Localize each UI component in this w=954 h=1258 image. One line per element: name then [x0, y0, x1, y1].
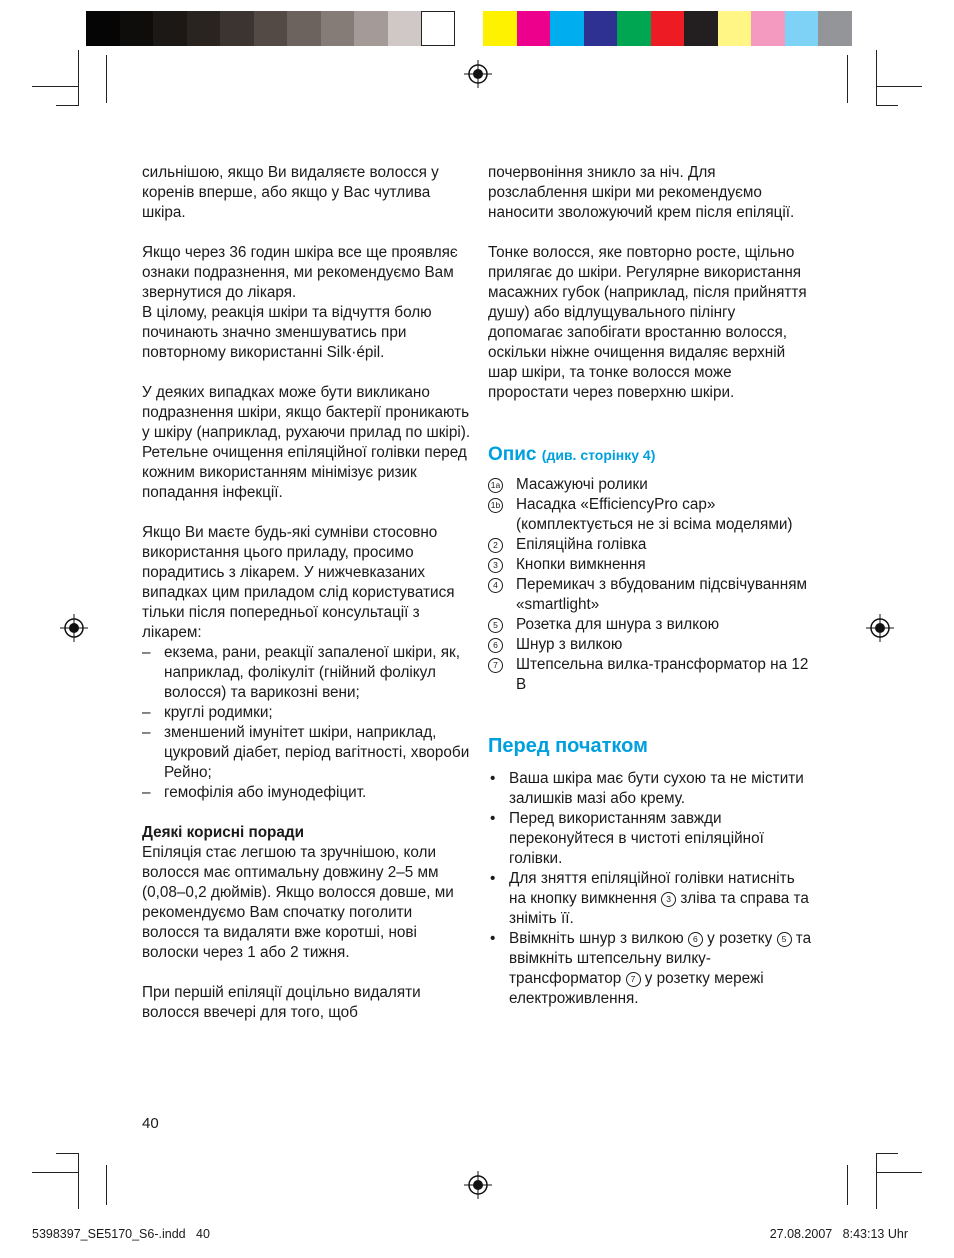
- parts-list: [488, 475, 813, 695]
- tips-heading: Деякі корисні поради: [142, 824, 305, 841]
- part-number: 6: [688, 932, 703, 947]
- crop-mark: [876, 1153, 877, 1209]
- color-swatch: [617, 11, 651, 46]
- part-number: 6: [488, 638, 503, 653]
- part-label: Штепсельна вилка-трансформатор на 12 В: [516, 656, 809, 693]
- crop-mark: [32, 86, 78, 87]
- paragraph: В цілому, реакція шкіри та відчуття болю починають значно зменшуватись при повторному використанні Silk·épil.: [142, 304, 432, 361]
- list-item: – зменшений імунітет шкіри, наприклад, цукровий діабет, період вагітності, хвороби Рейно;: [142, 723, 472, 783]
- crop-mark: [876, 1172, 922, 1173]
- color-swatch: [718, 11, 752, 46]
- page-number: 40: [142, 1115, 159, 1132]
- list-item: [488, 575, 813, 615]
- list-item: [488, 535, 813, 555]
- color-swatch: [818, 11, 852, 46]
- list-item: – круглі родимки;: [142, 703, 472, 723]
- list-item: [488, 655, 813, 695]
- crop-mark: [56, 1153, 78, 1154]
- text-span: та ввімкніть штепсельну вилку-трансформатор: [509, 930, 812, 987]
- list-item: [488, 555, 813, 575]
- part-number: 1b: [488, 498, 503, 513]
- crop-mark: [876, 50, 877, 106]
- part-label: Епіляційна голівка: [516, 536, 647, 553]
- heading-subtext: (див. сторінку 4): [541, 447, 656, 463]
- color-swatch: [120, 11, 154, 46]
- color-swatch: [287, 11, 321, 46]
- part-number: 5: [777, 932, 792, 947]
- paragraph: Якщо через 36 годин шкіра все ще проявляє ознаки подразнення, ми рекомендуємо Вам звернутися до лікаря.: [142, 244, 458, 301]
- list-item: [488, 635, 813, 655]
- part-label: Шнур з вилкою: [516, 636, 623, 653]
- crop-mark: [106, 1165, 107, 1205]
- grayscale-color-bar: [86, 11, 455, 46]
- color-swatch: [550, 11, 584, 46]
- crop-mark: [32, 1172, 78, 1173]
- part-number: 5: [488, 618, 503, 633]
- left-column: [142, 163, 472, 1043]
- paragraph: Тонке волосся, яке повторно росте, щільно прилягає до шкіри. Регулярне використання масажних губок (наприклад, після прийняття душу) або відлущувального пілінгу допомагає запобігати вростанню волосся, оскільки ніжне очищення видаляє верхній шар шкіри, та тонке волосся може проростати через поверхню шкіри.: [488, 244, 807, 401]
- part-number: 1a: [488, 478, 503, 493]
- cmyk-color-bar: [483, 11, 852, 46]
- color-swatch: [785, 11, 819, 46]
- part-label: Перемикач з вбудованим підсвічуванням «smartlight»: [516, 576, 807, 613]
- part-label: Розетка для шнура з вилкою: [516, 616, 720, 633]
- right-column: [488, 163, 813, 1009]
- color-swatch: [187, 11, 221, 46]
- registration-mark-icon: [866, 614, 894, 642]
- color-swatch: [321, 11, 355, 46]
- color-swatch: [220, 11, 254, 46]
- color-swatch: [86, 11, 120, 46]
- part-label: Масажуючі ролики: [516, 476, 648, 493]
- instructions-list: [488, 769, 813, 1009]
- list-item: • Перед використанням завжди переконуйтеся в чистоті епіляційної голівки.: [488, 809, 813, 869]
- crop-mark: [78, 50, 79, 106]
- crop-mark: [847, 1165, 848, 1205]
- color-swatch: [421, 11, 455, 46]
- color-swatch: [684, 11, 718, 46]
- list-item: • Ваша шкіра має бути сухою та не містити залишків мазі або крему.: [488, 769, 813, 809]
- crop-mark: [106, 55, 107, 103]
- color-swatch: [483, 11, 517, 46]
- part-number: 2: [488, 538, 503, 553]
- color-swatch: [584, 11, 618, 46]
- paragraph: Епіляція стає легшою та зручнішою, коли волосся має оптимальну довжину 2–5 мм (0,08–0,2 дюймів). Якщо волосся довше, ми рекомендуємо Вам спочатку поголити волосся та видаляти вже коротші, нові волоски через 1 або 2 тижня.: [142, 844, 454, 961]
- text-span: Ввімкніть шнур з вилкою: [509, 930, 684, 947]
- text-span: Для зняття епіляційної голівки натисніть на кнопку вимкнення: [509, 870, 795, 907]
- paragraph: При першій епіляції доцільно видаляти волосся ввечері для того, щоб: [142, 984, 421, 1021]
- text-span: зліва та справа та зніміть її.: [509, 890, 809, 927]
- registration-mark-icon: [464, 60, 492, 88]
- crop-mark: [56, 105, 78, 106]
- paragraph: У деяких випадках може бути викликано подразнення шкіри, якщо бактерії проникають у шкіру (наприклад, рухаючи прилад по шкірі). Ретельне очищення епіляційної голівки перед кожним використанням мінімізує ризик попадання інфекції.: [142, 384, 471, 501]
- text-span: у розетку: [707, 930, 773, 947]
- crop-mark: [78, 1153, 79, 1209]
- part-number: 3: [488, 558, 503, 573]
- conditions-list: [142, 643, 472, 803]
- color-swatch: [354, 11, 388, 46]
- list-item: [488, 615, 813, 635]
- part-label: Насадка «EfficiencyPro cap» (комплектується не зі всіма моделями): [516, 496, 793, 533]
- color-swatch: [153, 11, 187, 46]
- list-item: – гемофілія або імунодефіцит.: [142, 783, 472, 803]
- color-swatch: [254, 11, 288, 46]
- registration-mark-icon: [464, 1171, 492, 1199]
- color-swatch: [751, 11, 785, 46]
- list-item: [488, 495, 813, 535]
- part-number: 3: [661, 892, 676, 907]
- crop-mark: [876, 1153, 898, 1154]
- list-item: [488, 869, 813, 929]
- paragraph: сильнішою, якщо Ви видаляєте волосся у коренів вперше, або якщо у Вас чутлива шкіра.: [142, 164, 439, 221]
- footer-timestamp: 27.08.2007 8:43:13 Uhr: [769, 1227, 908, 1241]
- paragraph: Якщо Ви маєте будь-які сумніви стосовно використання цього приладу, просимо порадитись з лікарем. У нижчевказаних випадках цим приладом слід користуватися тільки після попередньої консультації з лікарем:: [142, 524, 455, 641]
- crop-mark: [876, 105, 898, 106]
- list-item: [488, 475, 813, 495]
- crop-mark: [847, 55, 848, 103]
- text-span: у розетку мережі електроживлення.: [509, 970, 764, 1007]
- color-swatch: [651, 11, 685, 46]
- section-heading-before-start: Перед початком: [488, 735, 648, 757]
- color-swatch: [517, 11, 551, 46]
- list-item: [488, 929, 813, 1009]
- part-number: 7: [626, 972, 641, 987]
- list-item: – екзема, рани, реакції запаленої шкіри, як, наприклад, фолікуліт (гнійний фолікул волосся) та варикозні вени;: [142, 643, 472, 703]
- section-heading-description: [488, 443, 813, 467]
- heading-text: Опис: [488, 444, 537, 465]
- part-number: 7: [488, 658, 503, 673]
- crop-mark: [876, 86, 922, 87]
- color-swatch: [388, 11, 422, 46]
- footer-file-info: 5398397_SE5170_S6-.indd 40: [32, 1227, 210, 1241]
- paragraph: почервоніння зникло за ніч. Для розслаблення шкіри ми рекомендуємо наносити зволожуючий крем після епіляції.: [488, 164, 795, 221]
- part-label: Кнопки вимкнення: [516, 556, 646, 573]
- part-number: 4: [488, 578, 503, 593]
- registration-mark-icon: [60, 614, 88, 642]
